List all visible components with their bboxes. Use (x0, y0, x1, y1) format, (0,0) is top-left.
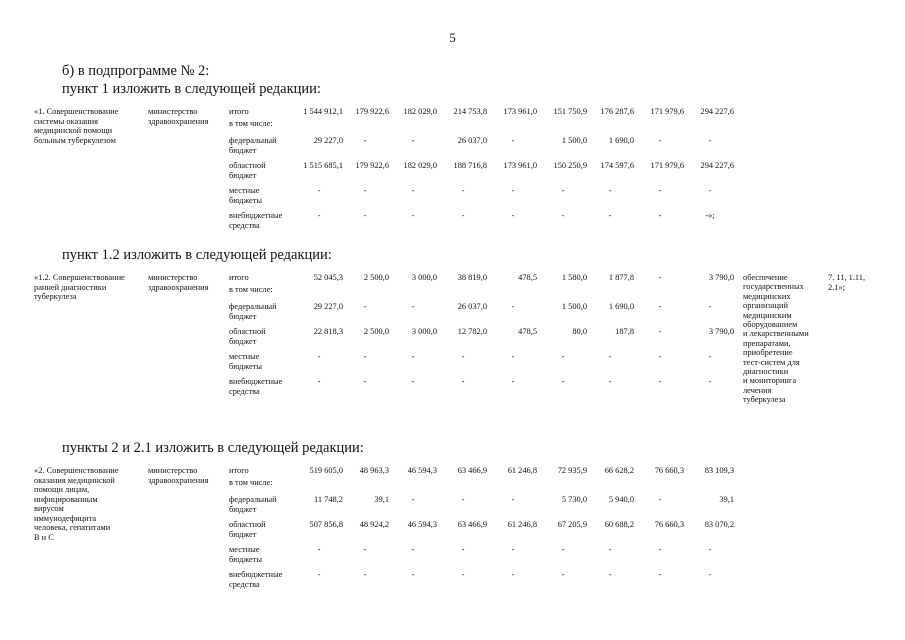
value-cell: - (363, 302, 367, 311)
executor: здравоохранения (148, 116, 209, 126)
value-cell: - (411, 352, 415, 361)
row-label: бюджеты (229, 554, 263, 564)
value-cell: - (561, 211, 565, 220)
value-cell: 150 250,9 (553, 161, 587, 170)
value-cell: - (511, 186, 515, 195)
value-cell: - (363, 211, 367, 220)
value-cell: 5 730,0 (561, 495, 587, 504)
value-cell: - (511, 136, 515, 145)
row-label: средства (229, 579, 260, 589)
value-cell: 12 782,0 (457, 327, 487, 336)
value-cell: - (658, 136, 662, 145)
value-cell: - (511, 377, 515, 386)
value-cell: - (411, 495, 415, 504)
value-cell: 173 961,0 (503, 107, 537, 116)
value-cell: 66 628,2 (604, 466, 634, 475)
value-cell: 63 466,9 (457, 466, 487, 475)
value-cell: 46 594,3 (407, 466, 437, 475)
value-cell: 5 940,0 (608, 495, 634, 504)
item-name: ранней диагностики (34, 282, 107, 292)
expected-result: приобретение (743, 348, 793, 358)
value-cell: - (608, 377, 612, 386)
value-cell: - (363, 545, 367, 554)
value-cell: - (317, 545, 321, 554)
expected-result: обеспечение (743, 273, 788, 282)
value-cell: 83 070,2 (704, 520, 734, 529)
row-label: областной (229, 161, 266, 170)
value-cell: - (658, 302, 662, 311)
expected-result: и мониторинга (743, 376, 797, 386)
section-heading: пункты 2 и 2.1 изложить в следующей редакции: (62, 440, 364, 456)
value-cell: - (511, 302, 515, 311)
value-cell: 179 922,6 (355, 161, 389, 170)
value-cell: - (658, 211, 662, 220)
value-cell: 176 287,6 (600, 107, 634, 116)
value-cell: - (317, 377, 321, 386)
value-cell: 1 580,0 (561, 273, 587, 282)
value-cell: - (461, 377, 465, 386)
value-cell: 174 597,6 (600, 161, 634, 170)
value-cell: 61 246,8 (507, 466, 537, 475)
row-label: бюджеты (229, 361, 263, 371)
row-label: федеральный (229, 302, 277, 311)
value-cell: - (561, 570, 565, 579)
row-label: бюджет (229, 311, 257, 321)
row-label: местные (229, 352, 260, 361)
item-name: вирусом (34, 504, 64, 513)
value-cell: 3 790,0 (708, 327, 734, 336)
expected-result: и лекарственными (743, 329, 809, 339)
value-cell: - (511, 570, 515, 579)
subprogram-heading: б) в подпрограмме № 2: (62, 63, 210, 79)
value-cell: 171 979,6 (650, 161, 684, 170)
value-cell: - (561, 377, 565, 386)
value-cell: 22 818,3 (313, 327, 343, 336)
value-cell: - (658, 186, 662, 195)
value-cell: 76 660,3 (654, 466, 684, 475)
value-cell: 83 109,3 (704, 466, 734, 475)
executor: министерство (148, 273, 198, 282)
value-cell: 48 963,3 (359, 466, 389, 475)
row-label: местные (229, 186, 260, 195)
item-name: «1.2. Совершенствование (34, 273, 125, 282)
value-cell: 39,1 (374, 495, 389, 504)
value-cell: - (363, 377, 367, 386)
value-cell: 1 500,0 (561, 136, 587, 145)
value-cell: 179 922,6 (355, 107, 389, 116)
value-cell: 182 029,0 (403, 107, 437, 116)
expected-result: лечения (743, 385, 772, 395)
row-label: в том числе: (229, 119, 273, 128)
value-cell: 2 500,0 (363, 327, 389, 336)
value-cell: - (317, 352, 321, 361)
value-cell: 11 748,2 (313, 495, 343, 504)
value-cell: 1 877,8 (608, 273, 634, 282)
value-cell: - (317, 570, 321, 579)
value-cell: - (317, 186, 321, 195)
value-cell: - (411, 302, 415, 311)
value-cell: 3 000,0 (411, 327, 437, 336)
value-cell: - (608, 186, 612, 195)
value-cell: - (708, 136, 712, 145)
value-cell: 46 594,3 (407, 520, 437, 529)
expected-result: диагностики (743, 367, 789, 376)
value-cell: - (708, 352, 712, 361)
value-cell: 76 660,3 (654, 520, 684, 529)
value-cell: 61 246,8 (507, 520, 537, 529)
value-cell: 67 205,9 (557, 520, 587, 529)
row-label: в том числе: (229, 478, 273, 487)
row-label: внебюджетные (229, 211, 283, 220)
value-cell: 3 000,0 (411, 273, 437, 282)
value-cell: - (461, 352, 465, 361)
value-cell: - (411, 136, 415, 145)
item-name: больным туберкулезом (34, 135, 116, 145)
value-cell: - (461, 495, 465, 504)
value-cell: - (411, 570, 415, 579)
executor: здравоохранения (148, 282, 209, 292)
value-cell: 48 924,2 (359, 520, 389, 529)
row-label: бюджет (229, 170, 257, 180)
expected-result: оборудованием (743, 320, 798, 329)
expected-result: препаратами, (743, 338, 791, 348)
row-label: бюджеты (229, 195, 263, 205)
value-cell: - (658, 545, 662, 554)
page-number: 5 (449, 30, 456, 45)
row-label: бюджет (229, 145, 257, 155)
value-cell: - (561, 545, 565, 554)
expected-result: тест-систем для (743, 357, 800, 367)
expected-result: медицинских (743, 291, 791, 301)
value-cell: 29 227,0 (313, 136, 343, 145)
executor: министерство (148, 466, 198, 475)
value-cell: - (608, 545, 612, 554)
value-cell: - (511, 211, 515, 220)
item-name: медицинской помощи (34, 126, 113, 135)
value-cell: - (708, 302, 712, 311)
value-cell: - (658, 327, 662, 336)
value-cell: - (658, 352, 662, 361)
item-name: оказания медицинской (34, 475, 115, 485)
value-cell: 26 037,0 (457, 136, 487, 145)
row-label: внебюджетные (229, 377, 283, 386)
value-cell: 294 227,6 (700, 161, 734, 170)
value-cell: 214 753,8 (453, 107, 487, 116)
value-cell: - (461, 570, 465, 579)
row-label: федеральный (229, 495, 277, 504)
value-cell: - (658, 495, 662, 504)
value-cell: 478,5 (518, 327, 537, 336)
value-cell: - (363, 136, 367, 145)
value-cell: 519 605,0 (309, 466, 343, 475)
row-label: областной (229, 520, 266, 529)
row-label: итого (229, 466, 249, 475)
expected-result: туберкулеза (743, 395, 786, 405)
value-cell: 1 690,0 (608, 302, 634, 311)
row-label: бюджет (229, 504, 257, 514)
value-cell: - (561, 186, 565, 195)
value-cell: - (608, 352, 612, 361)
value-cell: 29 227,0 (313, 302, 343, 311)
value-cell: - (411, 377, 415, 386)
value-cell: 3 790,0 (708, 273, 734, 282)
value-cell: 478,5 (518, 273, 537, 282)
row-label: областной (229, 327, 266, 336)
value-cell: - (461, 211, 465, 220)
row-label: бюджет (229, 336, 257, 346)
value-cell: 182 029,0 (403, 161, 437, 170)
value-cell: 188 716,8 (453, 161, 487, 170)
executor: здравоохранения (148, 475, 209, 485)
value-cell: 80,0 (572, 327, 587, 336)
value-cell: - (363, 352, 367, 361)
item-name: инфицированным (34, 494, 98, 504)
value-cell: - (658, 273, 662, 282)
expected-result: медицинским (743, 310, 792, 320)
value-cell: -»; (705, 211, 715, 220)
value-cell: - (708, 545, 712, 554)
section-heading: пункт 1 изложить в следующей редакции: (62, 81, 321, 97)
value-cell: - (658, 570, 662, 579)
value-cell: - (708, 570, 712, 579)
value-cell: - (411, 545, 415, 554)
value-cell: - (561, 352, 565, 361)
value-cell: - (658, 377, 662, 386)
value-cell: 173 961,0 (503, 161, 537, 170)
expected-result: организаций (743, 301, 788, 311)
value-cell: - (608, 211, 612, 220)
value-cell: - (708, 377, 712, 386)
value-cell: - (317, 211, 321, 220)
value-cell: 38 819,0 (457, 273, 487, 282)
value-cell: 39,1 (719, 495, 734, 504)
value-cell: 1 500,0 (561, 302, 587, 311)
value-cell: - (608, 570, 612, 579)
value-cell: - (461, 186, 465, 195)
row-label: внебюджетные (229, 570, 283, 579)
item-name: «1. Совершенствование (34, 107, 119, 116)
value-cell: - (363, 570, 367, 579)
indicator-links: 2.1»; (828, 282, 845, 292)
value-cell: 63 466,9 (457, 520, 487, 529)
section-heading: пункт 1.2 изложить в следующей редакции: (62, 247, 332, 263)
value-cell: - (363, 186, 367, 195)
item-name: В и С (34, 532, 54, 542)
executor: министерство (148, 107, 198, 116)
row-label: средства (229, 220, 260, 230)
value-cell: - (511, 495, 515, 504)
row-label: итого (229, 107, 249, 116)
row-label: средства (229, 386, 260, 396)
value-cell: 151 750,9 (553, 107, 587, 116)
row-label: итого (229, 273, 249, 282)
value-cell: - (411, 211, 415, 220)
value-cell: - (411, 186, 415, 195)
value-cell: - (511, 545, 515, 554)
value-cell: 1 544 912,1 (303, 107, 343, 116)
value-cell: 2 500,0 (363, 273, 389, 282)
value-cell: 507 856,8 (309, 520, 343, 529)
value-cell: 1 690,0 (608, 136, 634, 145)
item-name: «2. Совершенствование (34, 466, 119, 475)
value-cell: - (511, 352, 515, 361)
item-name: иммунодефицита (34, 513, 97, 523)
value-cell: 72 935,9 (557, 466, 587, 475)
value-cell: 60 688,2 (604, 520, 634, 529)
value-cell: - (708, 186, 712, 195)
value-cell: 1 515 685,1 (303, 161, 343, 170)
item-name: туберкулеза (34, 292, 77, 301)
row-label: бюджет (229, 529, 257, 539)
value-cell: 26 037,0 (457, 302, 487, 311)
indicator-links: 7. 11, 1.11, (828, 273, 866, 282)
value-cell: 187,8 (615, 327, 634, 336)
row-label: местные (229, 545, 260, 554)
value-cell: 294 227,6 (700, 107, 734, 116)
item-name: помощи лицам, (34, 485, 90, 494)
item-name: человека, гепатитами (34, 523, 111, 532)
expected-result: государственных (743, 282, 804, 292)
value-cell: 171 979,6 (650, 107, 684, 116)
row-label: федеральный (229, 136, 277, 145)
value-cell: 52 045,3 (313, 273, 343, 282)
item-name: системы оказания (34, 116, 99, 126)
row-label: в том числе: (229, 285, 273, 294)
value-cell: - (461, 545, 465, 554)
